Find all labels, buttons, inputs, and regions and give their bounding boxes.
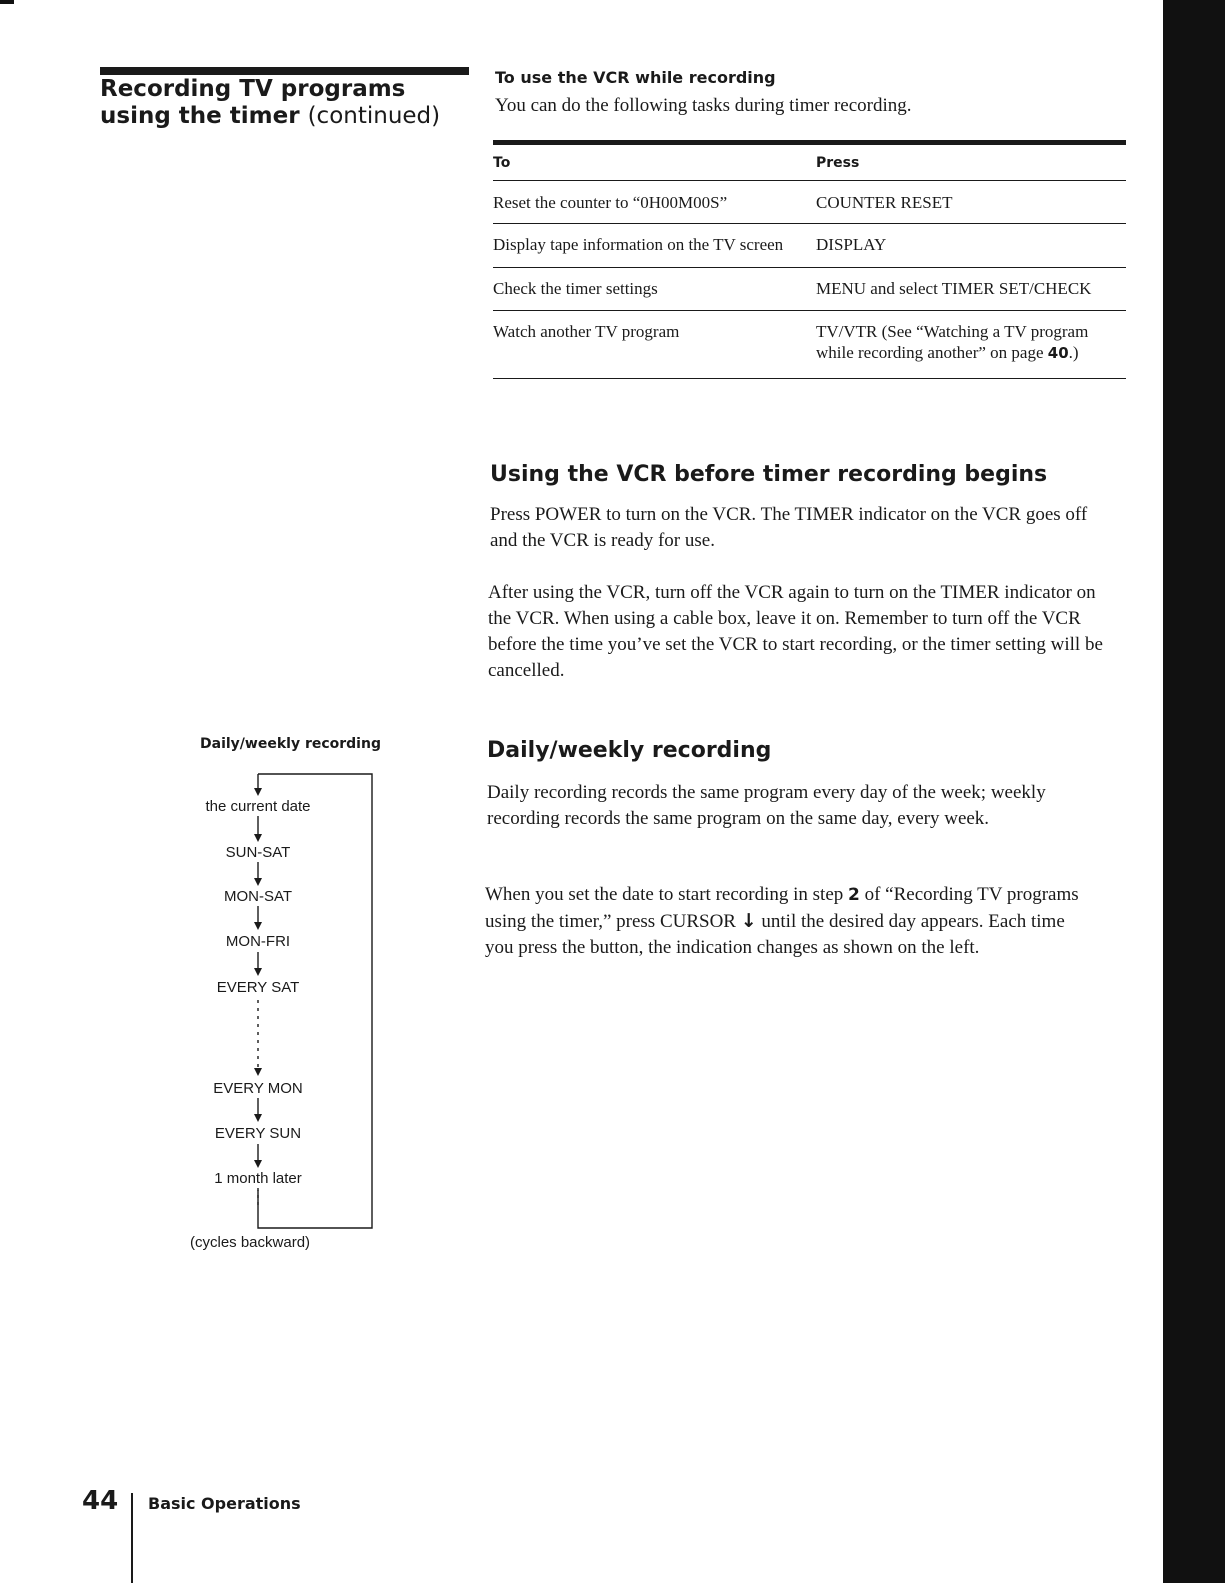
press-text: TV/VTR (See “Watching a TV program while recording another” on page (816, 322, 1089, 362)
table-header (493, 145, 1126, 181)
section-title-text: Recording TV programs using the timer (100, 76, 406, 129)
daily-weekly-paragraph-1: Daily recording records the same program every day of the week; weekly recording records the same program on the same day, every week. (487, 782, 1046, 829)
vcr-while-recording-heading: To use the VCR while recording (495, 68, 776, 87)
footer-section-name: Basic Operations (148, 1494, 301, 1513)
down-arrow-icon (254, 1160, 262, 1168)
header-rule (100, 67, 469, 75)
diagram-item: 1 month later (214, 1170, 302, 1187)
table-row (493, 268, 1126, 311)
diagram-item: SUN-SAT (225, 844, 291, 861)
paragraph-text: until the desired day appears. Each time you press the button, the indication changes as shown on the left. (485, 911, 1065, 958)
vcr-while-recording-intro: You can do the following tasks during timer recording. (495, 95, 912, 116)
diagram-item: MON-SAT (223, 888, 293, 905)
table-row (493, 311, 1126, 379)
diagram-item: the current date (205, 798, 311, 815)
table-cell-to: Display tape information on the TV screen (493, 235, 784, 254)
table-cell-press: DISPLAY (816, 235, 887, 254)
press-text-end: .) (1068, 343, 1079, 362)
table-header-press: Press (816, 154, 860, 171)
scan-edge (1163, 0, 1225, 1583)
cycle-return-line (258, 774, 372, 1228)
diagram-caption: (cycles backward) (190, 1234, 311, 1251)
table-cell-press: MENU and select TIMER SET/CHECK (816, 279, 1092, 298)
down-arrow-icon (254, 968, 262, 976)
step-number: 2 (848, 885, 860, 905)
table-cell-press (816, 321, 1126, 364)
daily-weekly-paragraph-2 (485, 882, 1095, 961)
cursor-down-arrow-icon: ↓ (740, 910, 757, 932)
down-arrow-icon (254, 922, 262, 930)
down-arrow-icon (254, 878, 262, 886)
before-timer-paragraph-1: Press POWER to turn on the VCR. The TIMER indicator on the VCR goes off and the VCR is ready for use. (490, 504, 1088, 551)
diagram-item: EVERY MON (213, 1080, 303, 1097)
diagram-title: Daily/weekly recording (200, 736, 381, 752)
scan-corner-mark (0, 0, 14, 4)
table-row (493, 181, 1126, 224)
page-reference: 40 (1047, 344, 1069, 362)
table-cell-press: COUNTER RESET (816, 193, 953, 212)
before-timer-heading: Using the VCR before timer recording begins (490, 462, 1048, 487)
down-arrow-icon (254, 1114, 262, 1122)
down-arrow-icon (254, 1068, 262, 1076)
cycle-diagram (150, 760, 390, 1235)
paragraph-text: When you set the date to start recording in step (485, 884, 849, 905)
task-table (493, 140, 1126, 379)
table-cell-to: Watch another TV program (493, 322, 680, 341)
table-header-to: To (493, 154, 511, 171)
section-title (100, 76, 480, 130)
table-row (493, 224, 1126, 268)
table-cell-to: Check the timer settings (493, 279, 658, 298)
section-title-suffix: (continued) (307, 103, 441, 129)
diagram-item: EVERY SUN (214, 1125, 302, 1142)
footer-divider (131, 1493, 133, 1583)
before-timer-paragraph-2: After using the VCR, turn off the VCR again to turn on the TIMER indicator on the VCR. When using a cable box, leave it on. Remember to turn off the VCR before the time you’ve set the VCR to start recording, or the timer setting will be cancelled. (488, 582, 1103, 681)
paragraph-text: of “Recording TV programs using the timer,” press CURSOR (485, 884, 1079, 932)
table-cell-to: Reset the counter to “0H00M00S” (493, 193, 728, 212)
page-number: 44 (82, 1486, 119, 1516)
down-arrow-icon (254, 834, 262, 842)
diagram-item: EVERY SAT (216, 979, 300, 996)
diagram-item: MON-FRI (225, 933, 291, 950)
down-arrow-icon (254, 788, 262, 796)
daily-weekly-heading: Daily/weekly recording (487, 738, 772, 763)
